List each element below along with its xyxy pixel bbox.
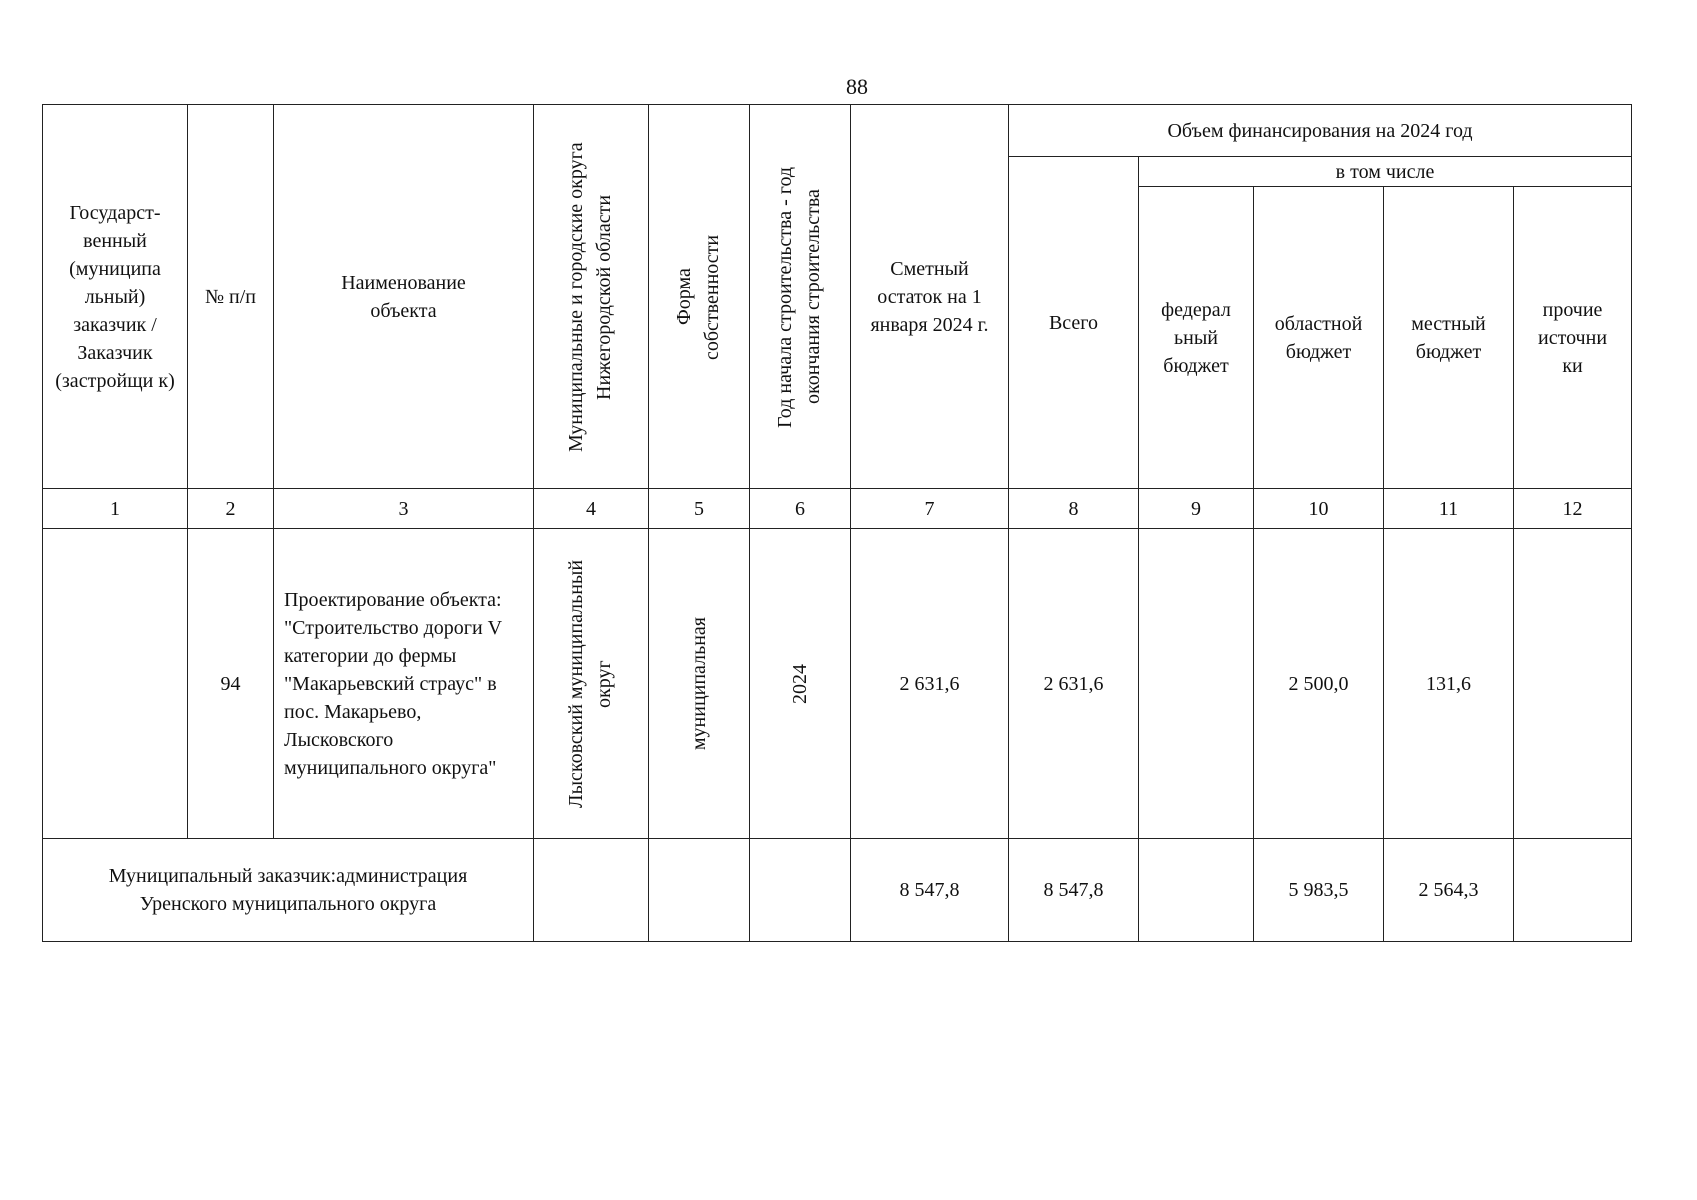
column-number: 1 [43,489,188,529]
header-estimate [851,105,1009,489]
total-row-empty-district [534,839,649,942]
header-total [1009,157,1139,489]
row-federal [1139,529,1254,839]
row-ownership [649,529,750,839]
total-row-local: 2 564,3 [1384,839,1514,942]
header-district [534,105,649,489]
total-row-federal [1139,839,1254,942]
header-regional-label: областной бюджет [1274,312,1363,363]
header-financing-group [1009,105,1632,157]
header-including-group [1139,157,1632,187]
financing-table [42,104,1632,942]
header-federal [1139,187,1254,489]
row-object-name-text: Проектирование объекта: "Строительство дороги V категории до фермы "Макарьевский страус" в пос. Макарьево, Лысковского муниципального округа" [284,588,502,779]
total-row-label-text: Муниципальный заказчик:администрация Уренского муниципального округа [108,865,468,915]
row-years-text: 2024 [789,663,811,704]
header-local [1384,187,1514,489]
column-number: 5 [649,489,750,529]
row-local: 131,6 [1384,529,1514,839]
column-number: 11 [1384,489,1514,529]
column-number: 7 [851,489,1009,529]
row-object-name [274,529,534,839]
header-district-label: Муниципальные и городские округа Нижегородской области [565,141,615,452]
column-number: 10 [1254,489,1384,529]
header-years [750,105,851,489]
total-row [43,839,1632,942]
column-number: 2 [188,489,274,529]
table-row [43,529,1632,839]
row-estimate: 2 631,6 [851,529,1009,839]
header-object-name [274,105,534,489]
row-regional: 2 500,0 [1254,529,1384,839]
header-local-label: местный бюджет [1411,312,1486,363]
column-number: 8 [1009,489,1139,529]
header-number [188,105,274,489]
column-number: 12 [1514,489,1632,529]
header-number-label: № п/п [204,285,257,308]
total-row-empty-years [750,839,851,942]
total-row-label [43,839,534,942]
header-other-label: прочие источни ки [1538,298,1608,377]
header-including-group-label: в том числе [1335,160,1435,183]
header-ownership [649,105,750,489]
row-years [750,529,851,839]
total-row-estimate: 8 547,8 [851,839,1009,942]
row-ownership-text: муниципальная [688,616,710,751]
header-customer-label: Государст-венный (муниципа льный) заказчик / Заказчик (застройщи к) [55,201,175,392]
header-object-name-label: Наименование объекта [341,271,466,322]
row-customer [43,529,188,839]
total-row-empty-ownership [649,839,750,942]
total-row-other [1514,839,1632,942]
row-number: 94 [188,529,274,839]
column-number: 9 [1139,489,1254,529]
column-numbers-row [43,489,1632,529]
column-number: 6 [750,489,851,529]
total-row-regional: 5 983,5 [1254,839,1384,942]
row-total: 2 631,6 [1009,529,1139,839]
header-financing-group-label: Объем финансирования на 2024 год [1167,119,1473,142]
header-years-label: Год начала строительства - год окончания строительства [774,165,824,428]
header-federal-label: федерал ьный бюджет [1161,298,1231,377]
page-number: 88 [846,74,868,99]
header-customer [43,105,188,489]
row-other [1514,529,1632,839]
header-ownership-label: Форма собственности [673,233,723,360]
column-number: 4 [534,489,649,529]
header-total-label: Всего [1048,311,1099,334]
row-district [534,529,649,839]
row-district-text: Лысковский муниципальный округ [565,559,615,808]
total-row-total: 8 547,8 [1009,839,1139,942]
header-other [1514,187,1632,489]
header-regional [1254,187,1384,489]
header-estimate-label: Сметный остаток на 1 января 2024 г. [870,257,989,336]
column-number: 3 [274,489,534,529]
